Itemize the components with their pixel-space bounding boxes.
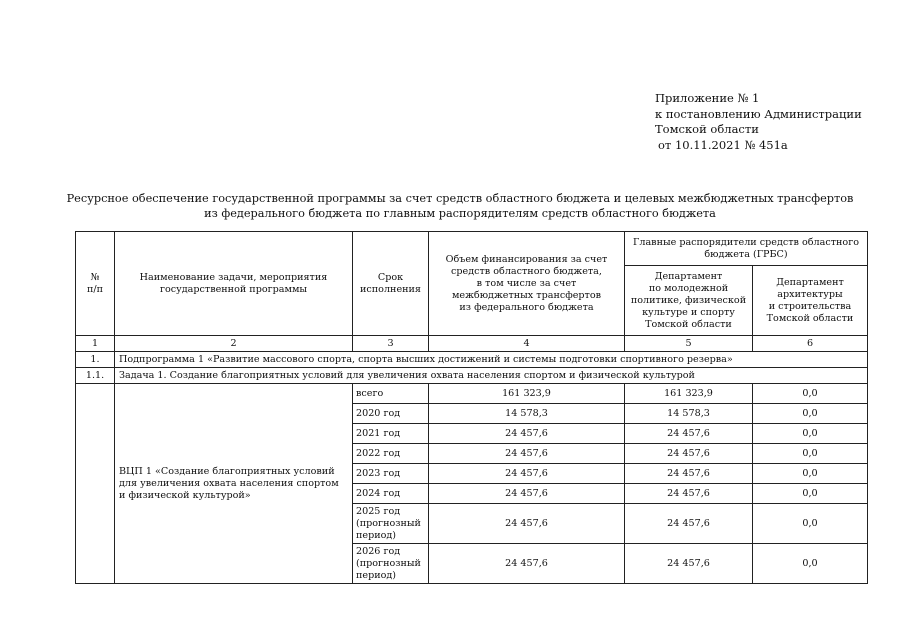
annex-line: Приложение № 1 [655, 91, 760, 105]
column-number: 3 [353, 336, 429, 352]
resource-table [75, 231, 868, 584]
dept1-cell: 24 457,6 [625, 484, 753, 504]
total-cell: 24 457,6 [429, 444, 625, 464]
annex-line: Томской области [655, 122, 759, 136]
period-cell: 2020 год [353, 404, 429, 424]
header-dept-architecture: Департамент архитектуры и строительства Томской области [753, 266, 868, 336]
dept1-cell: 161 323,9 [625, 384, 753, 404]
column-number: 6 [753, 336, 868, 352]
total-cell: 24 457,6 [429, 464, 625, 484]
header-volume: Объем финансирования за счет средств областного бюджета, в том числе за счет межбюджетных трансфертов из федерального бюджета [429, 232, 625, 336]
subprogram-num: 1. [76, 352, 115, 368]
annex-line: к постановлению Администрации [655, 106, 862, 121]
title-line: из федерального бюджета по главным распорядителям средств областного бюджета [204, 207, 716, 220]
column-number: 2 [115, 336, 353, 352]
period-cell: всего [353, 384, 429, 404]
title-line: Ресурсное обеспечение государственной программы за счет средств областного бюджета и целевых межбюджетных трансфертов [66, 192, 854, 205]
period-cell: 2025 год (прогнозный период) [353, 504, 429, 544]
table-row [76, 384, 868, 404]
column-number: 4 [429, 336, 625, 352]
program-name-cell: ВЦП 1 «Создание благоприятных условий для увеличения охвата населения спортом и физической культурой» [115, 384, 353, 584]
period-cell: 2024 год [353, 484, 429, 504]
period-cell: 2023 год [353, 464, 429, 484]
dept1-cell: 24 457,6 [625, 464, 753, 484]
total-cell: 161 323,9 [429, 384, 625, 404]
dept1-cell: 24 457,6 [625, 424, 753, 444]
column-number: 1 [76, 336, 115, 352]
dept1-cell: 24 457,6 [625, 544, 753, 584]
header-num: № п/п [76, 232, 115, 336]
dept2-cell: 0,0 [753, 444, 868, 464]
total-cell: 24 457,6 [429, 424, 625, 444]
dept2-cell: 0,0 [753, 404, 868, 424]
dept1-cell: 24 457,6 [625, 444, 753, 464]
dept2-cell: 0,0 [753, 464, 868, 484]
task-text: Задача 1. Создание благоприятных условий для увеличения охвата населения спортом и физической культурой [115, 368, 868, 384]
empty-num-cell [76, 384, 115, 584]
column-number-row [76, 336, 868, 352]
subprogram-row [76, 352, 868, 368]
total-cell: 14 578,3 [429, 404, 625, 424]
subprogram-text: Подпрограмма 1 «Развитие массового спорта, спорта высших достижений и системы подготовки спортивного резерва» [115, 352, 868, 368]
dept1-cell: 24 457,6 [625, 504, 753, 544]
dept2-cell: 0,0 [753, 384, 868, 404]
total-cell: 24 457,6 [429, 544, 625, 584]
header-name: Наименование задачи, мероприятия государственной программы [115, 232, 353, 336]
dept1-cell: 14 578,3 [625, 404, 753, 424]
annex-line: от 10.11.2021 № 451а [658, 137, 788, 152]
column-number: 5 [625, 336, 753, 352]
header-dept-youth-sport: Департамент по молодежной политике, физической культуре и спорту Томской области [625, 266, 753, 336]
period-cell: 2026 год (прогнозный период) [353, 544, 429, 584]
dept2-cell: 0,0 [753, 504, 868, 544]
dept2-cell: 0,0 [753, 424, 868, 444]
period-cell: 2022 год [353, 444, 429, 464]
total-cell: 24 457,6 [429, 484, 625, 504]
period-cell: 2021 год [353, 424, 429, 444]
dept2-cell: 0,0 [753, 544, 868, 584]
header-term: Срок исполнения [353, 232, 429, 336]
header-grbs: Главные распорядители средств областного бюджета (ГРБС) [625, 232, 868, 266]
document-title [60, 191, 860, 221]
total-cell: 24 457,6 [429, 504, 625, 544]
task-row [76, 368, 868, 384]
document-annex-header [655, 91, 862, 153]
dept2-cell: 0,0 [753, 484, 868, 504]
task-num: 1.1. [76, 368, 115, 384]
